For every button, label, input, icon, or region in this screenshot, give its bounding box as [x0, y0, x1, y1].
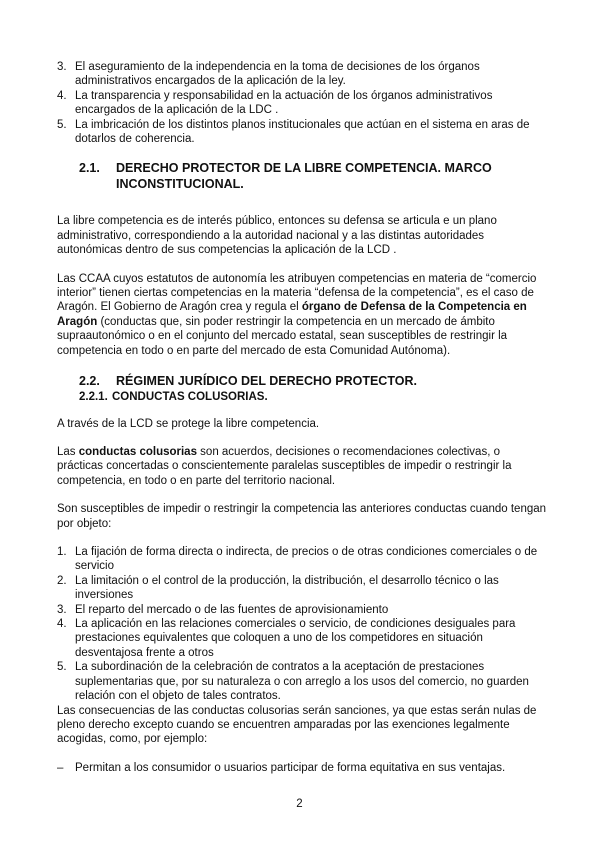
section-heading-2-2-1: 2.2.1. CONDUCTAS COLUSORIAS.: [79, 390, 268, 403]
list-item: 4. La transparencia y responsabilidad en la actuación de los órganos administrativos encargados de la aplicación de la LDC .: [57, 89, 493, 117]
document-page: [57, 60, 547, 775]
list-item: 2. La limitación o el control de la producción, la distribución, el desarrollo técnico o las inversiones: [57, 574, 499, 602]
page-number: 2: [296, 798, 303, 810]
paragraph: Las consecuencias de las conductas colusorias serán sanciones, ya que estas serán nulas de pleno derecho excepto cuando se encuentren amparadas por las exenciones legalmente acogidas, como, por ejemplo:: [57, 704, 537, 746]
paragraph: A través de la LCD se protege la libre competencia.: [57, 417, 320, 430]
list-item: 1. La fijación de forma directa o indirecta, de precios o de otras condiciones comerciales o de servicio: [57, 546, 538, 573]
paragraph: La libre competencia es de interés público, entonces su defensa se articula e un plano administrativo, correspondiendo a la autoridad nacional y a las distintas autoridades autonómicas dentro de sus competencias la aplicación de la LCD .: [57, 215, 497, 257]
list-item: 3. El aseguramiento de la independencia en la toma de decisiones de los órganos administrativos encargados de la aplicación de la ley.: [57, 61, 480, 88]
paragraph: Son susceptibles de impedir o restringir la competencia las anteriores conductas cuando tengan por objeto:: [57, 503, 547, 530]
list-item: 4. La aplicación en las relaciones comerciales o servicio, de condiciones desiguales para prestaciones equivalentes que coloquen a uno de los competidores en situación desventajosa frente a otros: [57, 618, 516, 659]
paragraph: Las conductas colusorias son acuerdos, decisiones o recomendaciones colectivas, o prácticas concertadas o conscientemente paralelas susceptibles de impedir o restringir la competencia, en todo o en parte del territorio nacional.: [57, 446, 512, 487]
list-item: 5. La subordinación de la celebración de contratos a la aceptación de prestaciones suplementarias que, por su naturaleza o con arreglo a los usos del comercio, no guarden relación con el objeto de tales contratos.: [57, 661, 529, 703]
section-heading-2-1: 2.1. DERECHO PROTECTOR DE LA LIBRE COMPETENCIA. MARCO INCONSTITUCIONAL.: [79, 161, 492, 191]
paragraph: Las CCAA cuyos estatutos de autonomía les atribuyen competencias en materia de “comercio interior” tienen ciertas competencias en la materia “defensa de la competencia”, es el caso de Aragón. El Gobierno de Aragón crea y regula el órgano de Defensa de la Competencia en Aragón (conductas que, sin poder restringir la competencia en un mercado de ámbito supraautonómico o en el conjunto del mercado estatal, sean susceptibles de restringir la competencia en todo o en parte del mercado de esta Comunidad Autónoma).: [57, 272, 537, 357]
dash-list-item: – Permitan a los consumidor o usuarios participar de forma equitativa en sus ventajas.: [57, 761, 506, 774]
section-heading-2-2: 2.2. RÉGIMEN JURÍDICO DEL DERECHO PROTECTOR.: [79, 374, 417, 389]
list-item: 5. La imbricación de los distintos planos institucionales que actúan en el sistema en aras de dotarlos de coherencia.: [57, 118, 530, 146]
principles-list: [57, 60, 547, 146]
list-item: 3. El reparto del mercado o de las fuentes de aprovisionamiento: [57, 603, 389, 616]
objects-list: [57, 545, 547, 703]
